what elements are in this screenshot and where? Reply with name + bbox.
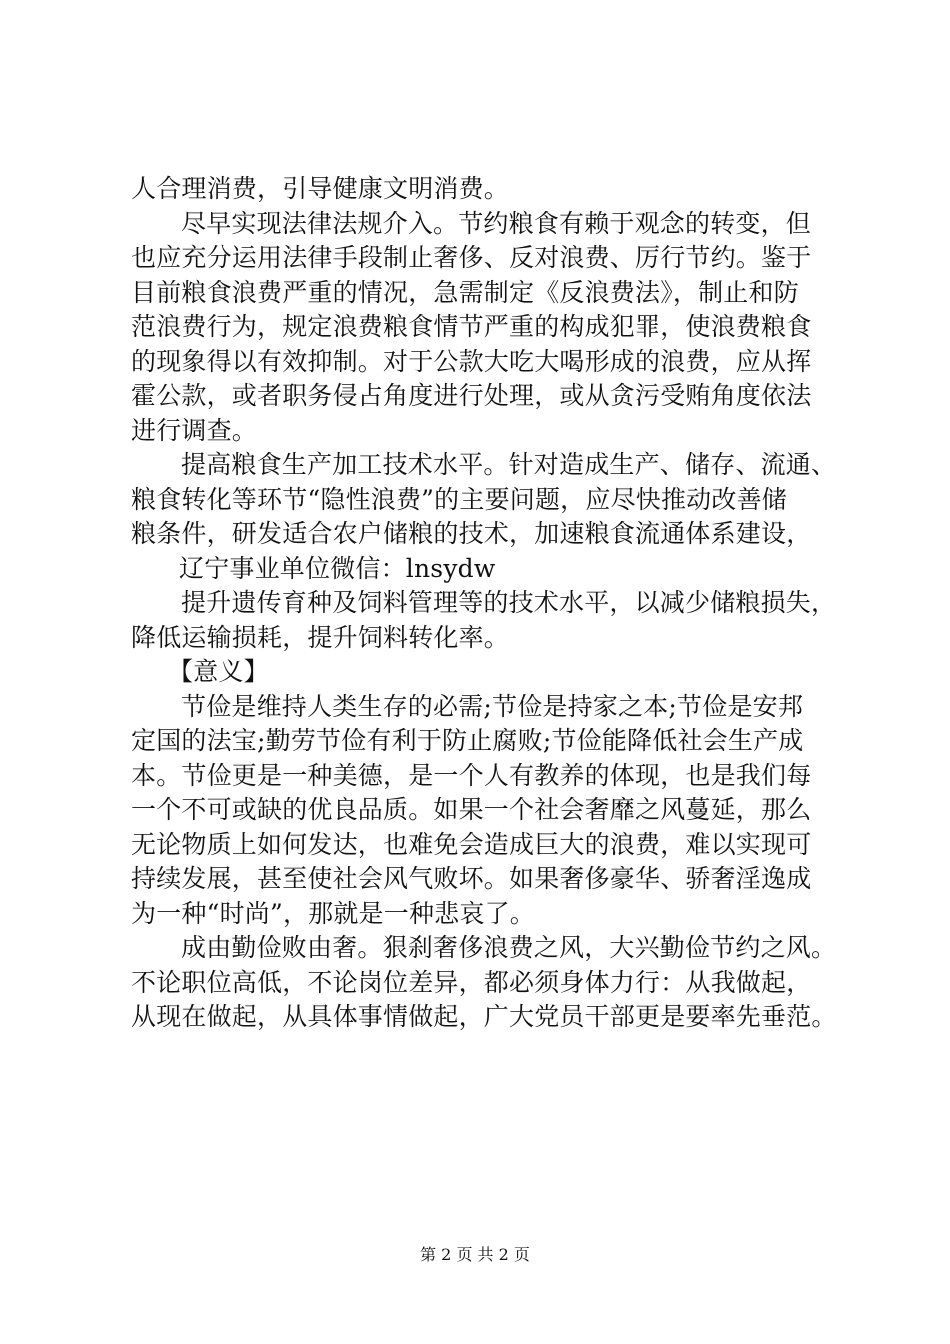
text-line: 为一种“时尚”，那就是一种悲哀了。 (131, 898, 535, 928)
text-line: 粮条件，研发适合农户储粮的技术，加速粮食流通体系建设， (131, 519, 812, 548)
text-line: 也应充分运用法律手段制止奢侈、反对浪费、厉行节约。鉴于 (131, 243, 812, 272)
text-line: 提高粮食生产加工技术水平。针对造成生产、储存、流通、 (181, 450, 837, 479)
text-line: 进行调查。 (131, 415, 258, 445)
page-footer: 第 2 页 共 2 页 (420, 1245, 530, 1264)
text-line: 定国的法宝;勤劳节俭有利于防止腐败;节俭能降低社会生产成 (131, 726, 804, 755)
text-line: 目前粮食浪费严重的情况，急需制定《反浪费法》，制止和防 (131, 277, 799, 307)
text-line: 尽早实现法律法规介入。节约粮食有赖于观念的转变，但 (181, 208, 812, 238)
text-line: 降低运输损耗，提升饲料转化率。 (131, 622, 510, 652)
text-line: 成由勤俭败由奢。狠刹奢侈浪费之风，大兴勤俭节约之风。 (181, 933, 837, 962)
text-line: 节俭是维持人类生存的必需;节俭是持家之本;节俭是安邦 (181, 691, 804, 721)
text-line: 霍公款，或者职务侵占角度进行处理，或从贪污受贿角度依法 (131, 381, 812, 410)
text-line: 人合理消费，引导健康文明消费。 (131, 174, 510, 203)
text-line: 持续发展，甚至使社会风气败坏。如果奢侈豪华、骄奢淫逸成 (131, 864, 812, 893)
text-line: 本。节俭更是一种美德，是一个人有教养的体现，也是我们每 (131, 760, 812, 790)
text-line: 粮食转化等环节“隐性浪费”的主要问题，应尽快推动改善储 (131, 484, 787, 514)
text-line: 一个不可或缺的优良品质。如果一个社会奢靡之风蔓延，那么 (131, 795, 812, 824)
text-line: 的现象得以有效抑制。对于公款大吃大喝形成的浪费，应从挥 (131, 346, 812, 376)
wechat-line: 辽宁事业单位微信：lnsydw (179, 553, 496, 583)
text-line: 从现在做起，从具体事情做起，广大党员干部更是要率先垂范。 (131, 1002, 837, 1031)
document-body (131, 172, 849, 1035)
text-line: 无论物质上如何发达，也难免会造成巨大的浪费，难以实现可 (131, 829, 812, 859)
text-line: 范浪费行为，规定浪费粮食情节严重的构成犯罪，使浪费粮食 (131, 312, 812, 341)
text-line: 不论职位高低，不论岗位差异，都必须身体力行：从我做起， (131, 967, 812, 997)
text-line: 提升遗传育种及饲料管理等的技术水平，以减少储粮损失， (181, 588, 837, 617)
section-heading: 【意义】 (168, 657, 269, 686)
